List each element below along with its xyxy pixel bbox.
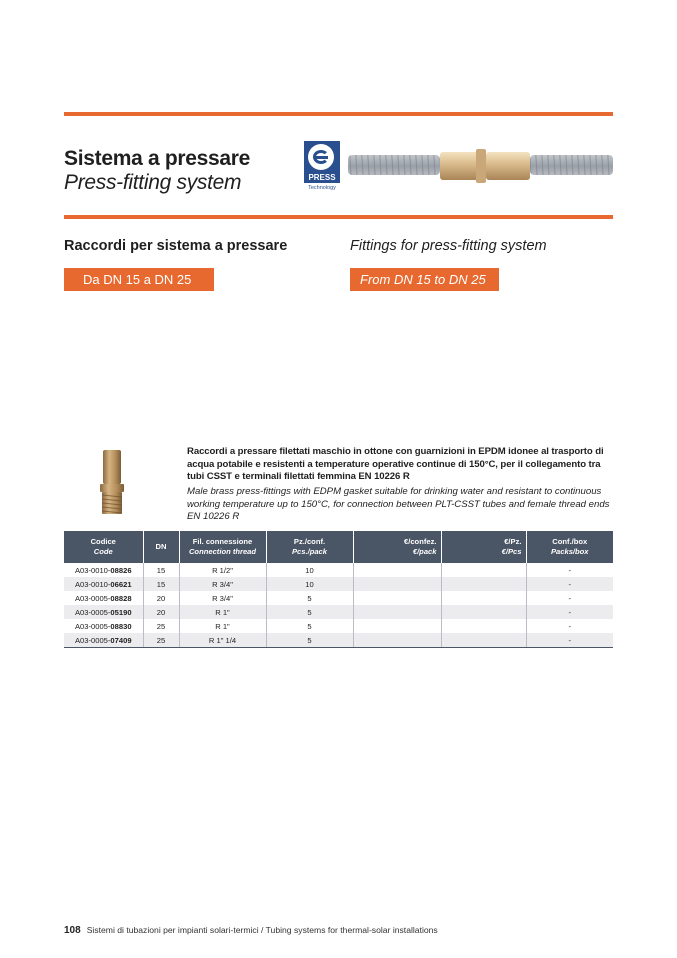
- cell-code: A03-0005-05190: [64, 605, 143, 619]
- section-heading-english: Fittings for press-fitting system: [350, 238, 547, 254]
- range-badge: Da DN 15 a DN 25: [64, 268, 214, 291]
- cell-dn: 15: [143, 577, 179, 591]
- cell-eur-pcs: [441, 563, 526, 577]
- cell-thread: R 3/4": [179, 591, 266, 605]
- cell-pcs-pack: 5: [266, 619, 353, 633]
- table-row: [64, 605, 613, 619]
- cell-thread: R 1/2": [179, 563, 266, 577]
- logo-subtitle: Technology: [308, 185, 336, 191]
- col-header-packs-box: Conf./box Packs/box: [526, 531, 613, 563]
- cell-eur-pack: [353, 563, 441, 577]
- cell-dn: 20: [143, 591, 179, 605]
- cell-dn: 20: [143, 605, 179, 619]
- section-heading: Raccordi per sistema a pressare: [64, 238, 288, 254]
- cell-code: A03-0005-07409: [64, 633, 143, 648]
- range-badge-english: From DN 15 to DN 25: [350, 268, 499, 291]
- cell-packs-box: -: [526, 577, 613, 591]
- cell-pcs-pack: 5: [266, 605, 353, 619]
- cell-eur-pack: [353, 619, 441, 633]
- cell-packs-box: -: [568, 593, 572, 603]
- cell-pcs-pack: 5: [266, 633, 353, 648]
- table-row: [64, 563, 613, 577]
- top-divider: [64, 112, 613, 116]
- col-header-eur-pcs: €/Pz. €/Pcs: [441, 531, 526, 563]
- page-footer: [64, 925, 438, 936]
- cell-eur-pcs: [441, 605, 526, 619]
- cell-code: A03-0010-06621: [64, 577, 143, 591]
- cell-dn: 15: [143, 563, 179, 577]
- cell-packs-box: -: [568, 621, 572, 631]
- cell-packs-box: -: [568, 565, 572, 575]
- page-title: Sistema a pressare: [64, 147, 251, 170]
- logo-word: PRESS: [308, 173, 336, 182]
- table-row: [64, 591, 613, 605]
- cell-dn: 25: [143, 619, 179, 633]
- section-divider: [64, 215, 613, 219]
- press-technology-logo: [304, 141, 340, 195]
- press-fitting-hero-image: [348, 142, 613, 190]
- cell-eur-pack: [353, 605, 441, 619]
- cell-eur-pcs: [441, 591, 526, 605]
- cell-thread: R 1": [179, 605, 266, 619]
- cell-pcs-pack: 5: [266, 591, 353, 605]
- col-header-code: Codice Code: [64, 531, 143, 563]
- cell-thread: R 1" 1/4: [179, 633, 266, 648]
- table-row: [64, 619, 613, 633]
- table-row: [64, 577, 613, 591]
- table-header-row: [64, 531, 613, 563]
- cell-code: A03-0010-08826: [64, 563, 143, 577]
- cell-dn: 25: [143, 633, 179, 648]
- cell-thread: R 3/4": [179, 577, 266, 591]
- col-header-thread: Fil. connessione Connection thread: [179, 531, 266, 563]
- product-table: [64, 531, 613, 648]
- col-header-pcs-pack: Pz./conf. Pcs./pack: [266, 531, 353, 563]
- cell-code: A03-0005-08828: [64, 591, 143, 605]
- cell-thread: R 1": [179, 619, 266, 633]
- male-press-fitting-image: [97, 448, 127, 516]
- col-header-eur-pack: €/confez. €/pack: [353, 531, 441, 563]
- cell-eur-pack: [353, 633, 441, 648]
- cell-eur-pack: [353, 577, 441, 591]
- cell-pcs-pack: 10: [266, 563, 353, 577]
- page-title-english: Press-fitting system: [64, 171, 242, 194]
- cell-code: A03-0005-08830: [64, 619, 143, 633]
- cell-packs-box: -: [526, 633, 613, 648]
- product-description: Raccordi a pressare filettati maschio in ottone con guarnizioni in EPDM idonee al trasporto di acqua potabile e resistenti a temperature operative continue di 150°C, per il collegamento tra tubi CSST e terminali filettati femmina EN 10226 R: [187, 446, 604, 483]
- page-number: 108: [64, 925, 81, 936]
- cell-eur-pcs: [441, 633, 526, 648]
- col-header-dn: DN: [143, 531, 179, 563]
- cell-packs-box: -: [526, 605, 613, 619]
- cell-pcs-pack: 10: [266, 577, 353, 591]
- cell-eur-pack: [353, 591, 441, 605]
- product-description-english: Male brass press-fittings with EDPM gasket suitable for drinking water and resistant to continuous working temperature up to 150°C, for connection between PLT-CSST tubes and female thread ends EN 10226 R: [187, 486, 610, 523]
- footer-text: Sistemi di tubazioni per impianti solari-termici / Tubing systems for thermal-solar installations: [86, 925, 438, 935]
- cell-eur-pcs: [441, 577, 526, 591]
- table-row: [64, 633, 613, 648]
- cell-eur-pcs: [441, 619, 526, 633]
